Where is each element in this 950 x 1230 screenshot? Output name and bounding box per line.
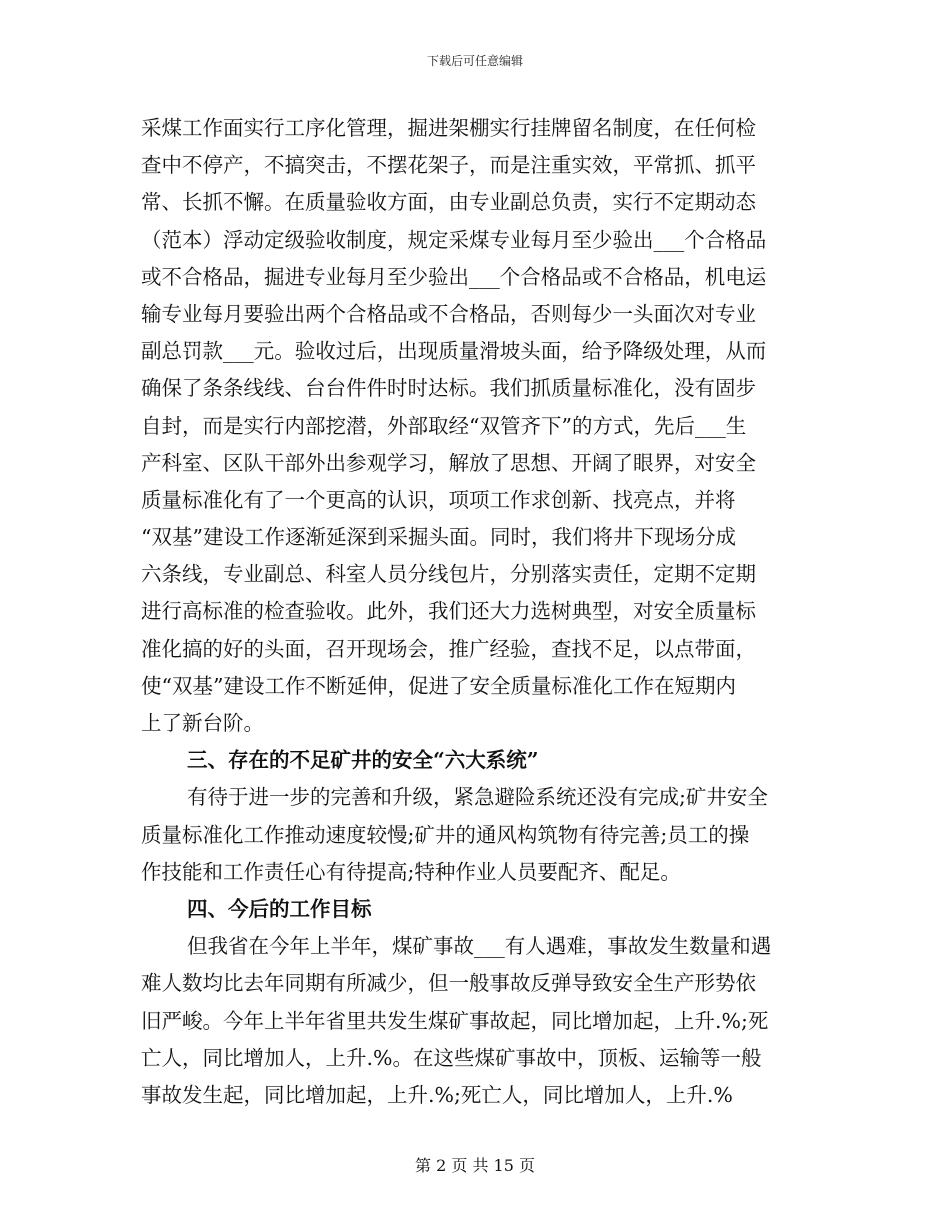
paragraph-quality-acceptance (141, 110, 809, 742)
text-line: 使“双基”建设工作不断延伸，促进了安全质量标准化工作在短期内 (141, 673, 736, 698)
text-line: 常、长抓不懈。在质量验收方面，由专业副总负责，实行不定期动态 (141, 190, 756, 215)
text-line: 有待于进一步的完善和升级，紧急避险系统还没有完成;矿井安全 (187, 785, 768, 810)
text-line: 输专业每月要验出两个合格品或不合格品，否则每少一头面次对专业 (141, 301, 756, 326)
document-body (141, 110, 809, 1114)
text-line: 难人数均比去年同期有所减少，但一般事故反弹导致安全生产形势依 (141, 971, 756, 996)
text-line: 旧严峻。今年上半年省里共发生煤矿事故起，同比增加起，上升.%;死 (141, 1008, 769, 1033)
text-line: 作技能和工作责任心有待提高;特种作业人员要配齐、配足。 (141, 859, 681, 884)
text-line: 质量标准化有了一个更高的认识，项项工作求创新、找亮点，并将 (141, 487, 736, 512)
text-line: 六条线，专业副总、科室人员分线包片，分别落实责任，定期不定期 (141, 562, 756, 587)
text-line: “双基”建设工作逐渐延深到采掘头面。同时，我们将井下现场分成 (141, 525, 736, 550)
section-heading-future-goals: 四、今后的工作目标 (187, 896, 372, 921)
text-line: 但我省在今年上半年，煤矿事故___有人遇难，事故发生数量和遇 (187, 934, 772, 959)
text-line: 事故发生起，同比增加起，上升.%;死亡人，同比增加人，上升.% (141, 1082, 733, 1107)
text-line: 确保了条条线线、台台件件时时达标。我们抓质量标准化，没有固步 (141, 376, 756, 401)
text-line: 副总罚款___元。验收过后，出现质量滑坡头面，给予降级处理，从而 (141, 339, 767, 364)
text-line: 查中不停产，不搞突击，不摆花架子，而是注重实效，平常抓、抓平 (141, 153, 756, 178)
paragraph-future-goals (141, 928, 809, 1114)
page-number: 第 2 页 共 15 页 (415, 1156, 535, 1175)
text-line: 产科室、区队干部外出参观学习，解放了思想、开阔了眼界，对安全 (141, 450, 756, 475)
text-line: 自封，而是实行内部挖潜，外部取经“双管齐下”的方式，先后___生 (141, 413, 747, 438)
text-line: 上了新台阶。 (141, 711, 264, 735)
paragraph-shortcomings (141, 779, 809, 891)
page-header: 下载后可任意编辑 (426, 54, 523, 68)
text-line: 准化搞的好的头面，召开现场会，推广经验，查找不足，以点带面， (141, 636, 756, 661)
text-line: 采煤工作面实行工序化管理，掘进架棚实行挂牌留名制度，在任何检 (141, 116, 756, 140)
text-line: （范本）浮动定级验收制度，规定采煤专业每月至少验出___个合格品 (141, 227, 767, 252)
text-line: 亡人，同比增加人，上升.%。在这些煤矿事故中，顶板、运输等一般 (141, 1045, 762, 1070)
text-line: 质量标准化工作推动速度较慢;矿井的通风构筑物有待完善;员工的操 (141, 822, 750, 847)
section-heading-shortcomings: 三、存在的不足矿井的安全“六大系统” (187, 748, 539, 773)
text-line: 或不合格品，掘进专业每月至少验出___个合格品或不合格品，机电运 (141, 264, 767, 289)
text-line: 进行高标准的检查验收。此外，我们还大力选树典型，对安全质量标 (141, 599, 756, 624)
